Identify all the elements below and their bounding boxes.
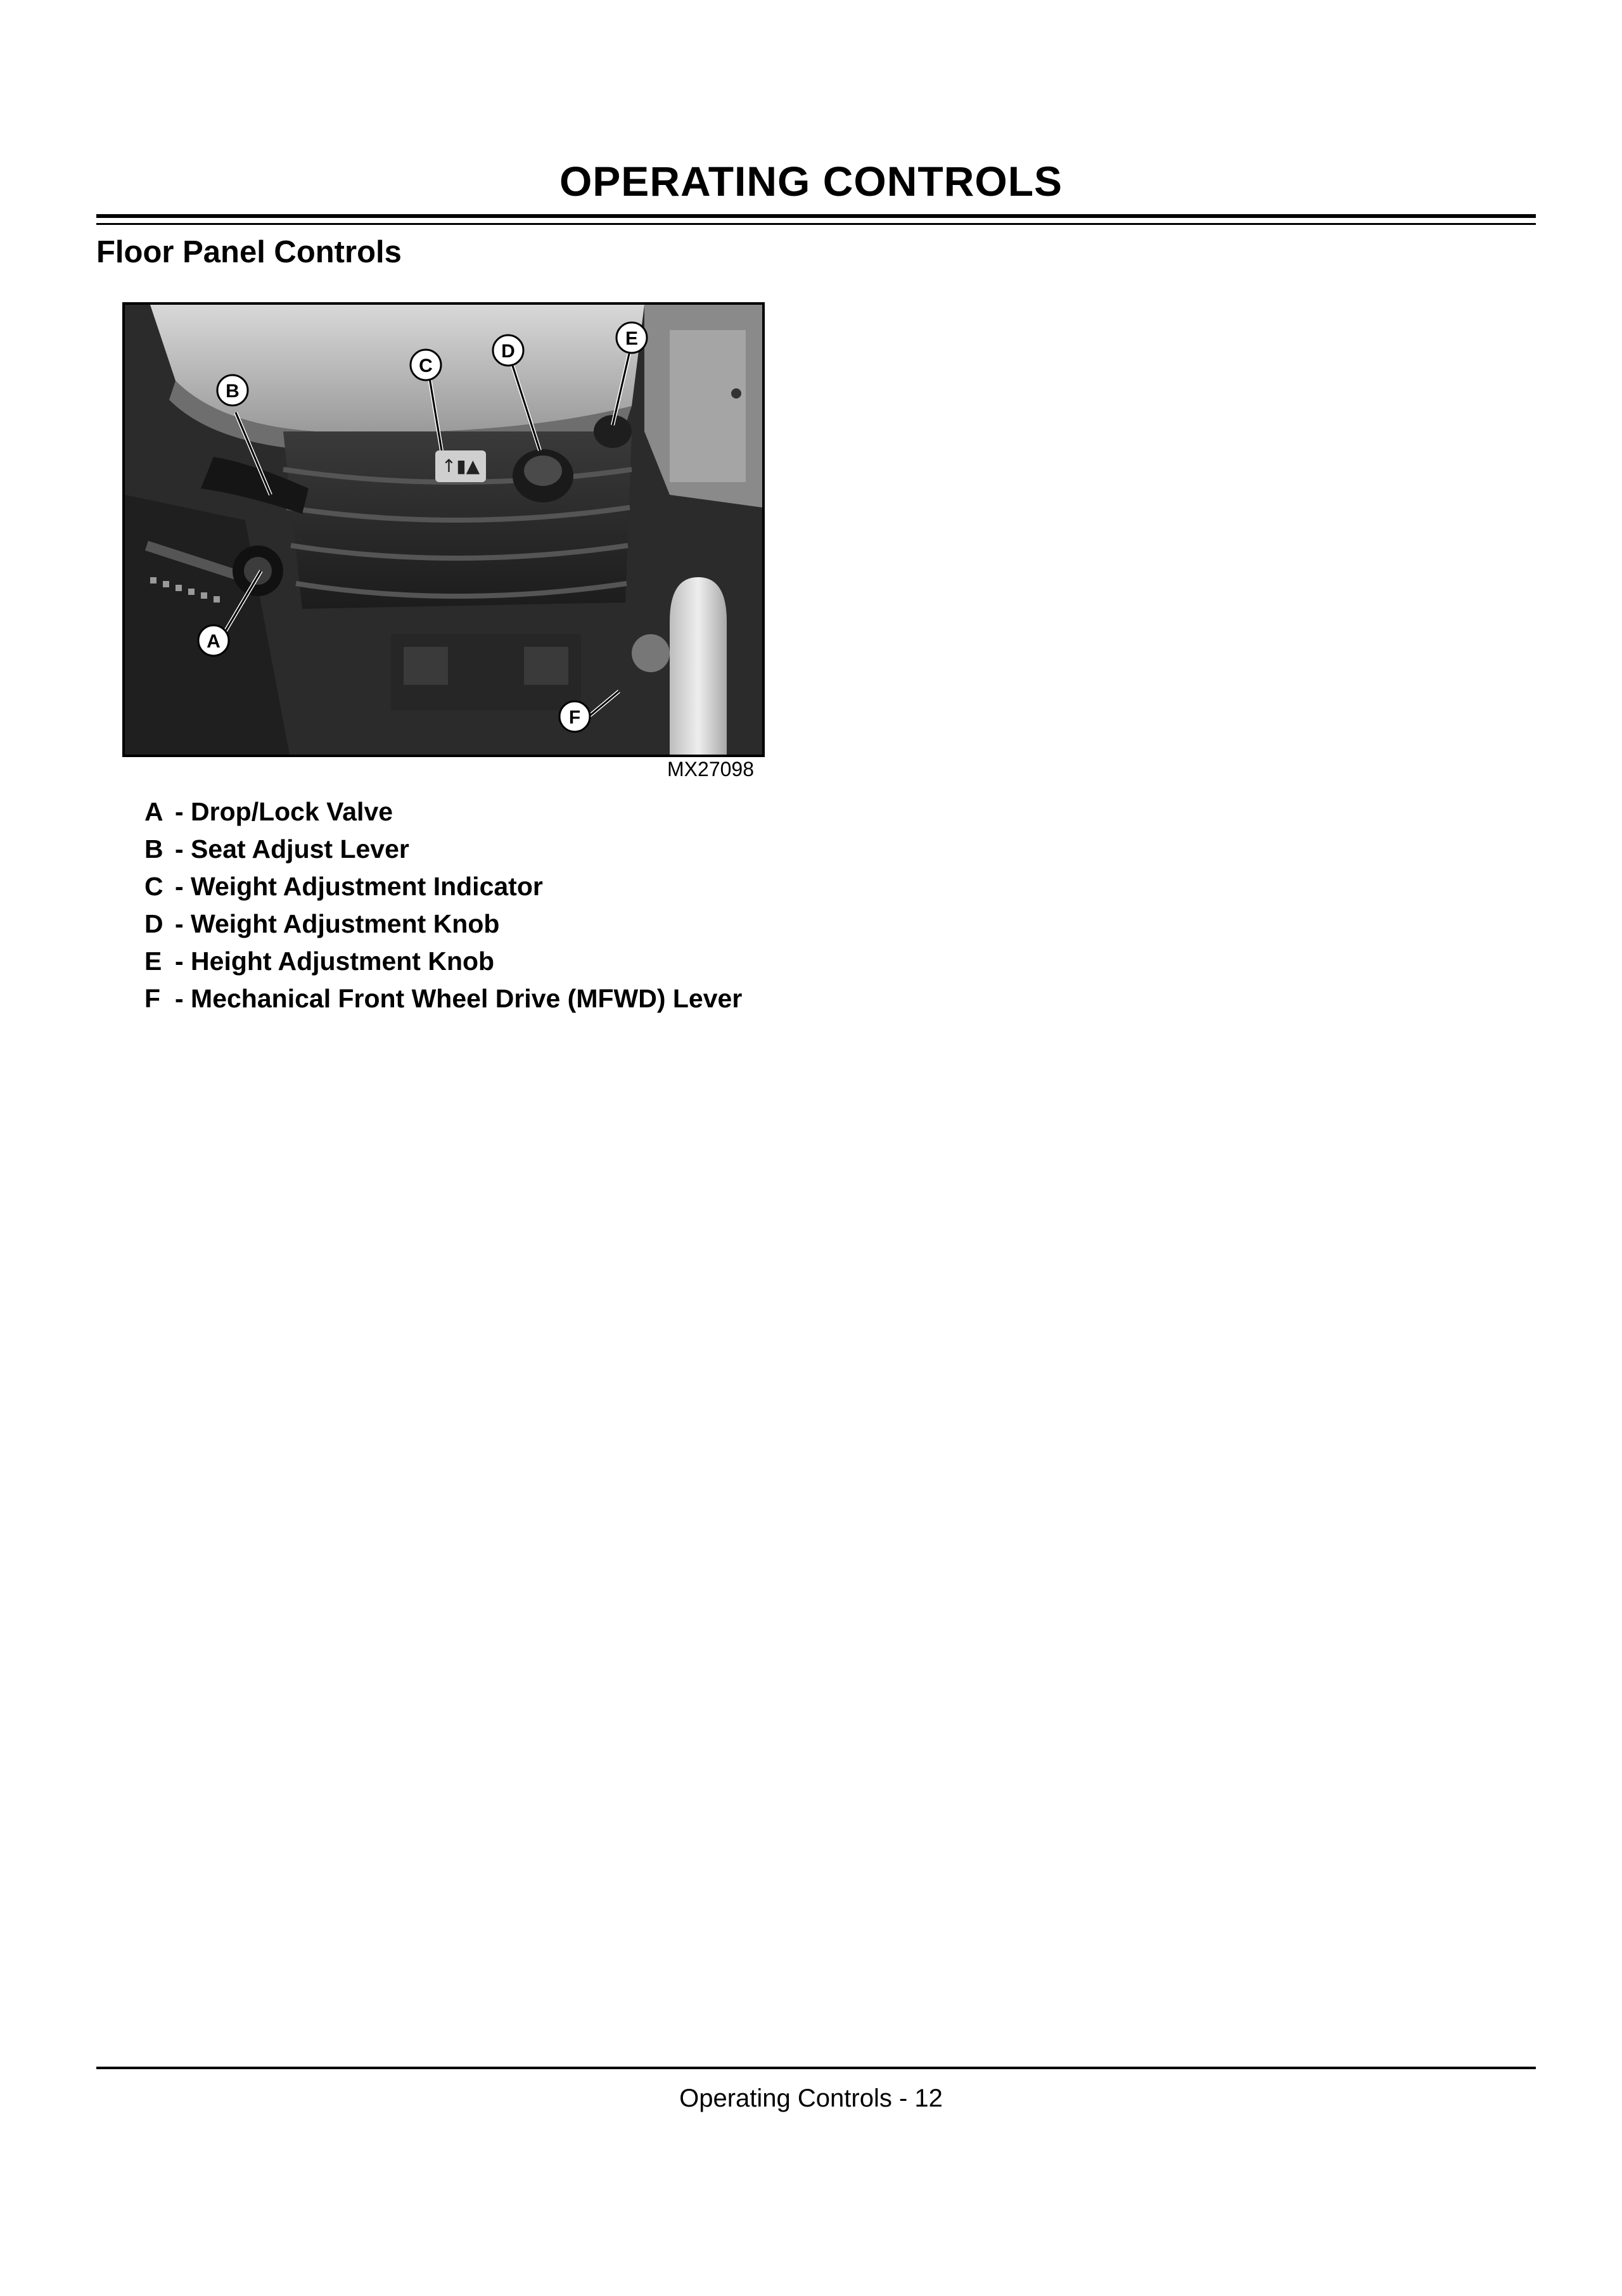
legend-text: - Mechanical Front Wheel Drive (MFWD) Lever xyxy=(175,984,743,1013)
footer-rule xyxy=(96,2067,1536,2069)
callout-e-label: E xyxy=(625,328,639,349)
legend-letter: C xyxy=(144,872,163,901)
seat-controls-photo xyxy=(122,302,765,757)
legend-text: - Drop/Lock Valve xyxy=(175,797,393,826)
callout-a-label: A xyxy=(207,631,220,652)
legend-letter: B xyxy=(144,834,163,864)
legend-letter: E xyxy=(144,947,162,976)
legend-item xyxy=(144,905,742,943)
callout-b-label: B xyxy=(226,381,239,402)
figure-id: MX27098 xyxy=(667,758,754,781)
callout-c-label: C xyxy=(419,355,433,376)
callout-f-label: F xyxy=(568,707,581,728)
svg-text:↑▮▲: ↑▮▲ xyxy=(441,456,480,476)
callout-e xyxy=(616,322,647,353)
callout-a xyxy=(198,625,229,656)
legend-text: - Weight Adjustment Knob xyxy=(175,909,500,938)
legend-item xyxy=(144,831,742,868)
callout-d xyxy=(493,335,523,366)
callout-c xyxy=(411,350,441,380)
section-heading: Floor Panel Controls xyxy=(96,235,402,269)
page-title: OPERATING CONTROLS xyxy=(559,158,1063,205)
legend-item xyxy=(144,793,742,831)
photo-illustration xyxy=(125,305,762,755)
legend-letter: A xyxy=(144,797,163,826)
legend-item xyxy=(144,943,742,980)
legend-item xyxy=(144,980,742,1017)
page-footer: Operating Controls - 12 xyxy=(679,2084,943,2112)
callout-f xyxy=(559,701,590,732)
header-rule-thick xyxy=(96,214,1536,218)
legend-text: - Seat Adjust Lever xyxy=(175,834,409,864)
callout-d-label: D xyxy=(501,341,515,362)
legend-letter: D xyxy=(144,909,163,938)
header-rule-thin xyxy=(96,223,1536,225)
legend-letter: F xyxy=(144,984,161,1013)
legend-text: - Height Adjustment Knob xyxy=(175,947,495,976)
callout-b xyxy=(217,375,248,405)
legend-item xyxy=(144,868,742,905)
legend-text: - Weight Adjustment Indicator xyxy=(175,872,543,901)
legend-list xyxy=(144,793,742,1017)
